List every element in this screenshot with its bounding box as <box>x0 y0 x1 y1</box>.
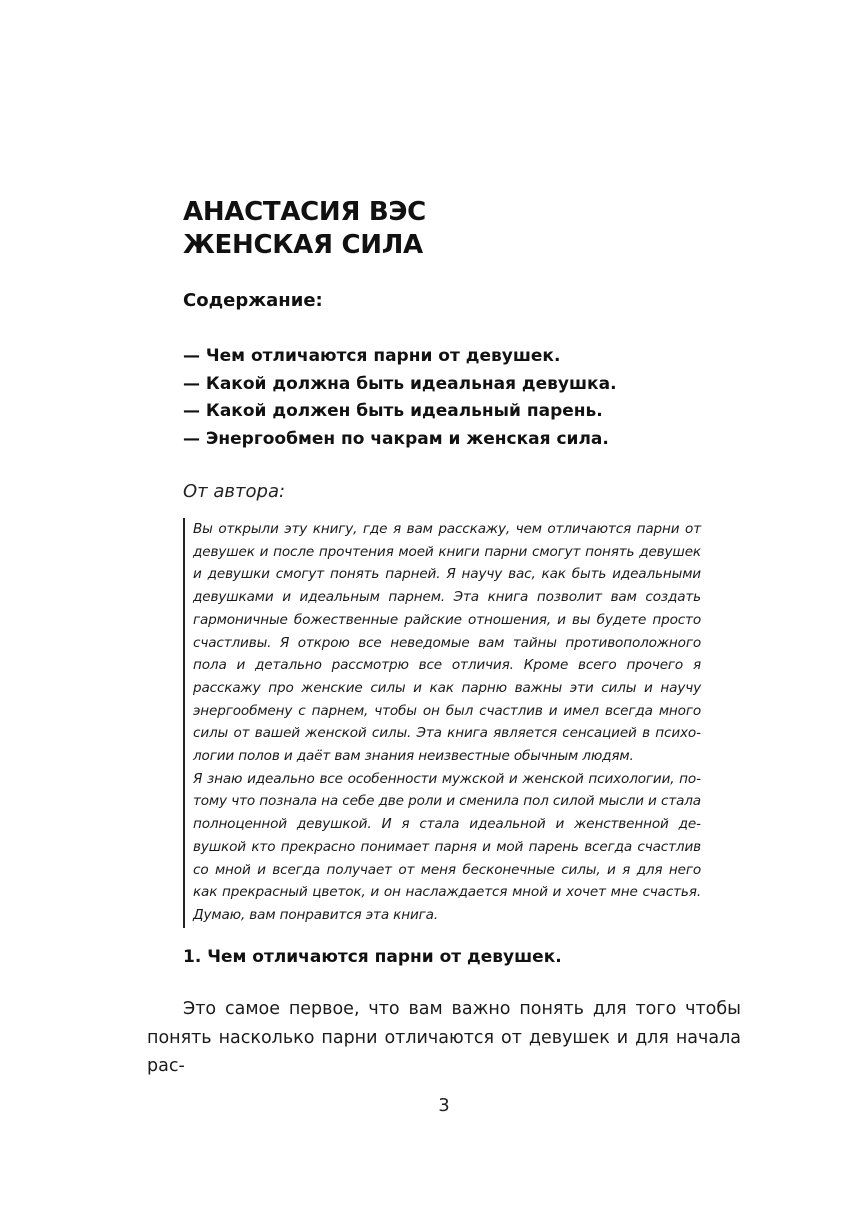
chapter-heading: 1. Чем отличаются парни от девушек. <box>183 947 562 967</box>
toc-item: — Чем отличаются парни от девушек. <box>183 346 561 366</box>
author-note-paragraph: Я знаю идеально все особенности мужской и женской психологии, потому что познала на себе две роли и сменила пол силой мысли и стала полноценной девушкой. И я стала идеальной и женственной девушкой кто прекрасно понимает парня и мой парень всегда счастлив со мной и всегда получает от меня бесконечные силы, и я для него как прекрасный цветок, и он наслаждается мной и хочет мне счастья. Думаю, вам понравится эта книга. <box>193 770 701 923</box>
toc-item: — Энергообмен по чакрам и женская сила. <box>183 428 609 449</box>
toc-list <box>183 343 617 453</box>
book-author: АНАСТАСИЯ ВЭС <box>183 197 426 227</box>
author-note-paragraph: Вы открыли эту книгу, где я вам расскажу, чем отличаются парни от девушек и после прочтения моей книги парни смогут понять девушек и девушки смогут понять парней. Я научу вас, как быть идеальными девушками и идеальным парнем. Эта книга позволит вам создать гармоничные божественные райские отношения, и вы будете просто счастливы. Я открою все неведомые вам тайны противоположного пола и детально рассмотрю все отличия. Кроме всего прочего я расскажу про женские силы и как парню важны эти силы и научу энергообмену с парнем, чтобы он был счастлив и имел всегда много силы от вашей женской силы. Эта книга является сенсацией в психологии полов и даёт вам знания неизвестные обычным людям. <box>193 521 701 765</box>
author-note-quote <box>183 518 701 928</box>
chapter-body-text: Это самое первое, что вам важно понять для того чтобы понять насколько парни отличаются от девушек и для начала рас- <box>147 999 741 1076</box>
book-title <box>183 196 426 262</box>
toc-item: — Какой должна быть идеальная девушка. <box>183 373 617 394</box>
toc-item: — Какой должен быть идеальный парень. <box>183 401 603 421</box>
toc-heading: Содержание: <box>183 290 323 311</box>
book-name: ЖЕНСКАЯ СИЛА <box>183 230 423 260</box>
author-note-heading: От автора: <box>183 481 286 502</box>
page-number: 3 <box>438 1095 450 1116</box>
